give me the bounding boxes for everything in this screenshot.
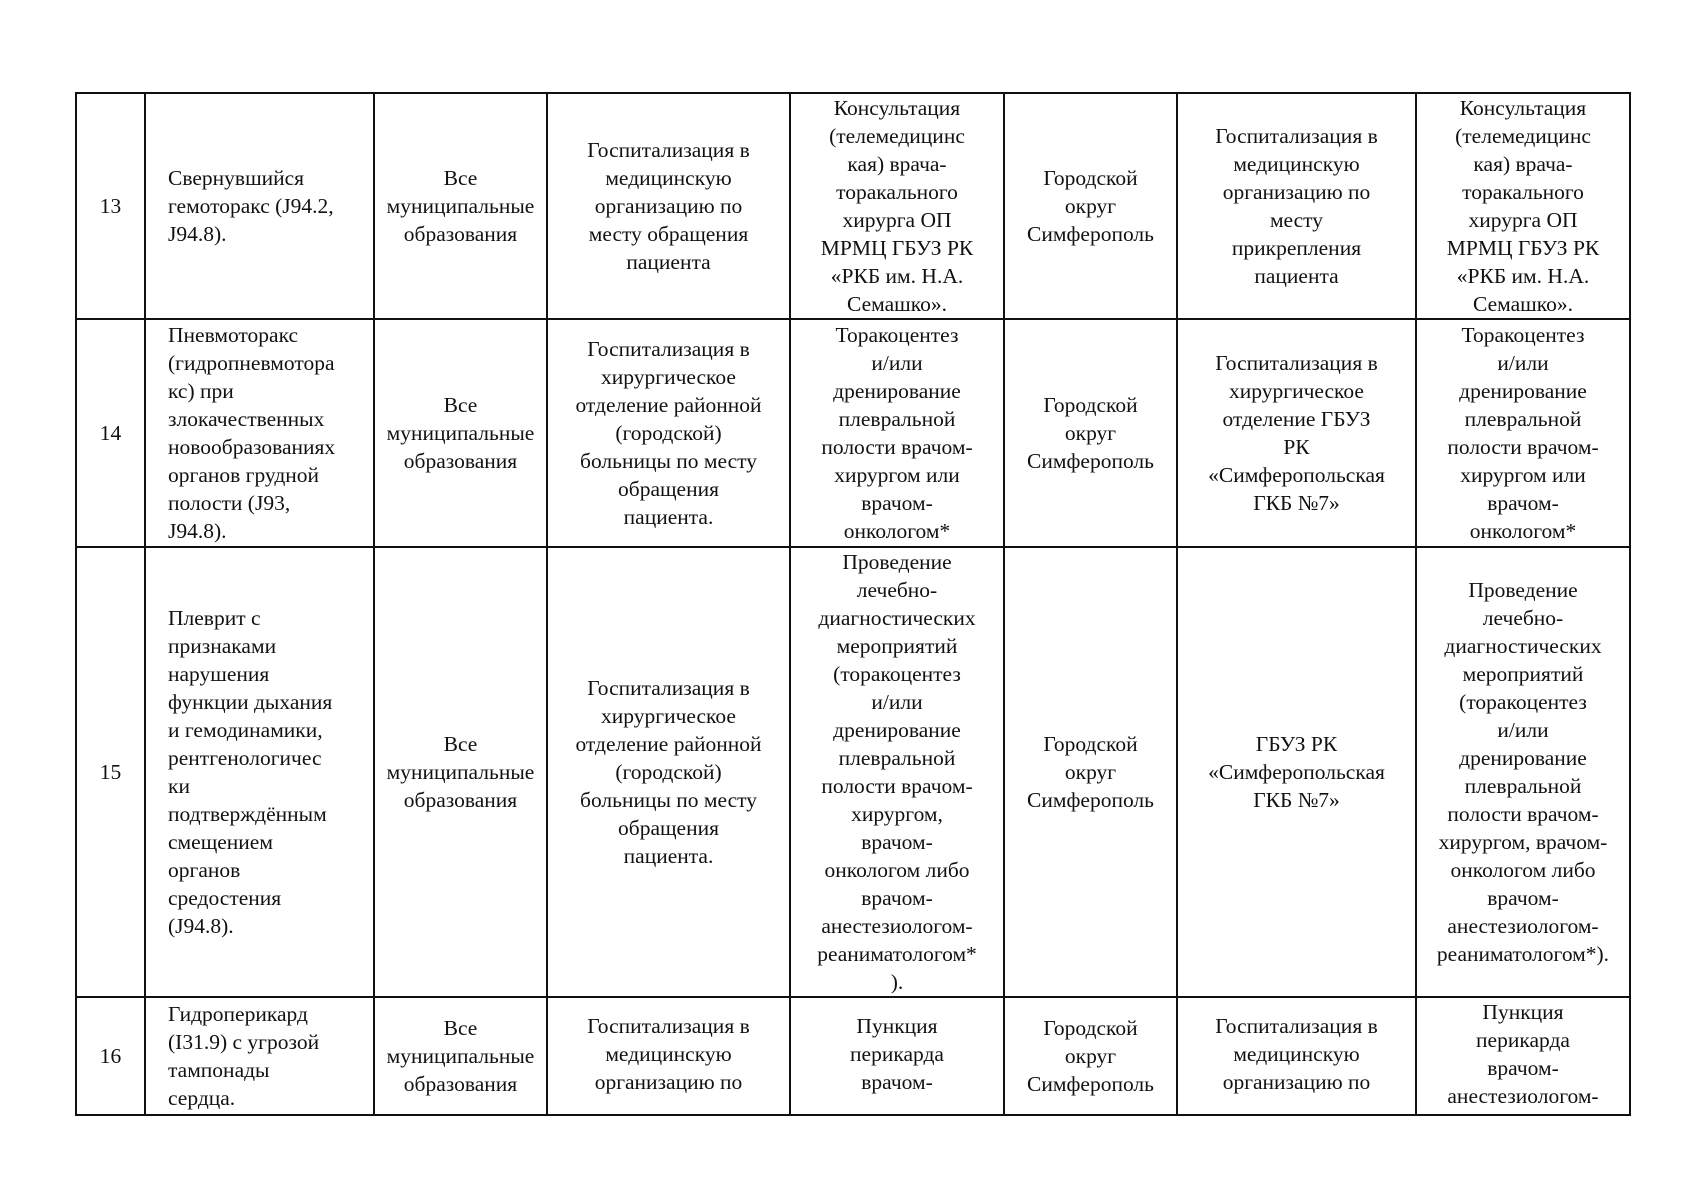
action-local-cell [547,319,790,547]
diagnosis-cell [145,547,374,997]
consult-city-text: Консультация (телемедицинс кая) врача- торакального хирурга ОП МРМЦ ГБУЗ РК «РКБ им. Н.А. Семашко». [1446,96,1600,316]
action-local-cell [547,547,790,997]
consult-city-cell [1416,93,1630,319]
consult-local-text: Пункция перикарда врачом- [850,1014,944,1094]
action-local-text: Госпитализация в медицинскую организацию по [587,1014,750,1094]
diagnosis-cell [145,997,374,1115]
row-number: 15 [99,760,122,784]
consult-local-text: Торакоцентез и/или дренирование плевральной полости врачом- хирургом или врачом- онкологом* [821,323,973,543]
municipality-cell [374,319,547,547]
consult-city-cell [1416,319,1630,547]
row-number: 16 [99,1044,122,1068]
diagnosis-text: Свернувшийся гемоторакс (J94.2, J94.8). [168,166,334,246]
routing-table [75,92,1631,1116]
table-row-15 [76,547,1630,997]
consult-city-text: Торакоцентез и/или дренирование плевральной полости врачом- хирургом или врачом- онкологом* [1447,323,1599,543]
table-row-16 [76,997,1630,1115]
district-text: Городской округ Симферополь [1027,393,1154,473]
table-row-13 [76,93,1630,319]
municipality-text: Все муниципальные образования [386,166,535,246]
consult-city-cell [1416,547,1630,997]
district-text: Городской округ Симферополь [1027,1016,1154,1096]
action-city-cell [1177,547,1416,997]
district-text: Городской округ Симферополь [1027,732,1154,812]
row-number: 13 [99,194,122,218]
consult-city-cell [1416,997,1630,1115]
action-local-cell [547,93,790,319]
municipality-text: Все муниципальные образования [386,732,535,812]
municipality-text: Все муниципальные образования [386,393,535,473]
district-cell [1004,319,1177,547]
action-city-text: Госпитализация в хирургическое отделение ГБУЗ РК «Симферопольская ГКБ №7» [1208,351,1385,515]
consult-local-cell [790,319,1004,547]
action-city-cell [1177,319,1416,547]
diagnosis-text: Плеврит с признаками нарушения функции дыхания и гемодинамики, рентгенологичес ки подтверждённым смещением органов средостения (J94.8). [168,606,333,938]
district-cell [1004,547,1177,997]
district-cell [1004,997,1177,1115]
row-number: 14 [99,421,122,445]
row-number-cell [76,997,145,1115]
action-city-cell [1177,997,1416,1115]
row-number-cell [76,319,145,547]
table-row-14 [76,319,1630,547]
action-city-text: Госпитализация в медицинскую организацию по месту прикрепления пациента [1215,124,1378,288]
action-city-text: Госпитализация в медицинскую организацию по [1215,1014,1378,1094]
consult-city-text: Проведение лечебно- диагностических мероприятий (торакоцентез и/или дренирование плевральной полости врачом- хирургом, врачом- онкологом либо врачом- анестезиологом- реаниматологом*). [1436,578,1610,966]
consult-local-cell [790,93,1004,319]
action-city-cell [1177,93,1416,319]
consult-local-cell [790,997,1004,1115]
row-number-cell [76,93,145,319]
diagnosis-text: Гидроперикард (I31.9) с угрозой тампонады сердца. [168,1002,320,1110]
consult-local-cell [790,547,1004,997]
district-text: Городской округ Симферополь [1027,166,1154,246]
diagnosis-text: Пневмоторакс (гидропневмотора кс) при злокачественных новообразованиях органов грудной полости (J93, J94.8). [168,323,336,543]
municipality-text: Все муниципальные образования [386,1016,535,1096]
consult-city-text: Пункция перикарда врачом- анестезиологом- [1447,1000,1599,1108]
municipality-cell [374,93,547,319]
diagnosis-cell [145,319,374,547]
diagnosis-cell [145,93,374,319]
district-cell [1004,93,1177,319]
action-city-text: ГБУЗ РК «Симферопольская ГКБ №7» [1208,732,1385,812]
consult-local-text: Консультация (телемедицинс кая) врача- торакального хирурга ОП МРМЦ ГБУЗ РК «РКБ им. Н.А. Семашко». [820,96,974,316]
municipality-cell [374,547,547,997]
consult-local-text: Проведение лечебно- диагностических мероприятий (торакоцентез и/или дренирование плевральной полости врачом- хирургом, врачом- онкологом либо врачом- анестезиологом- реаниматологом* ). [817,550,977,994]
municipality-cell [374,997,547,1115]
action-local-text: Госпитализация в хирургическое отделение районной (городской) больницы по месту обращения пациента. [575,337,762,529]
row-number-cell [76,547,145,997]
action-local-text: Госпитализация в медицинскую организацию по месту обращения пациента [587,138,750,274]
action-local-cell [547,997,790,1115]
action-local-text: Госпитализация в хирургическое отделение районной (городской) больницы по месту обращения пациента. [575,676,762,868]
